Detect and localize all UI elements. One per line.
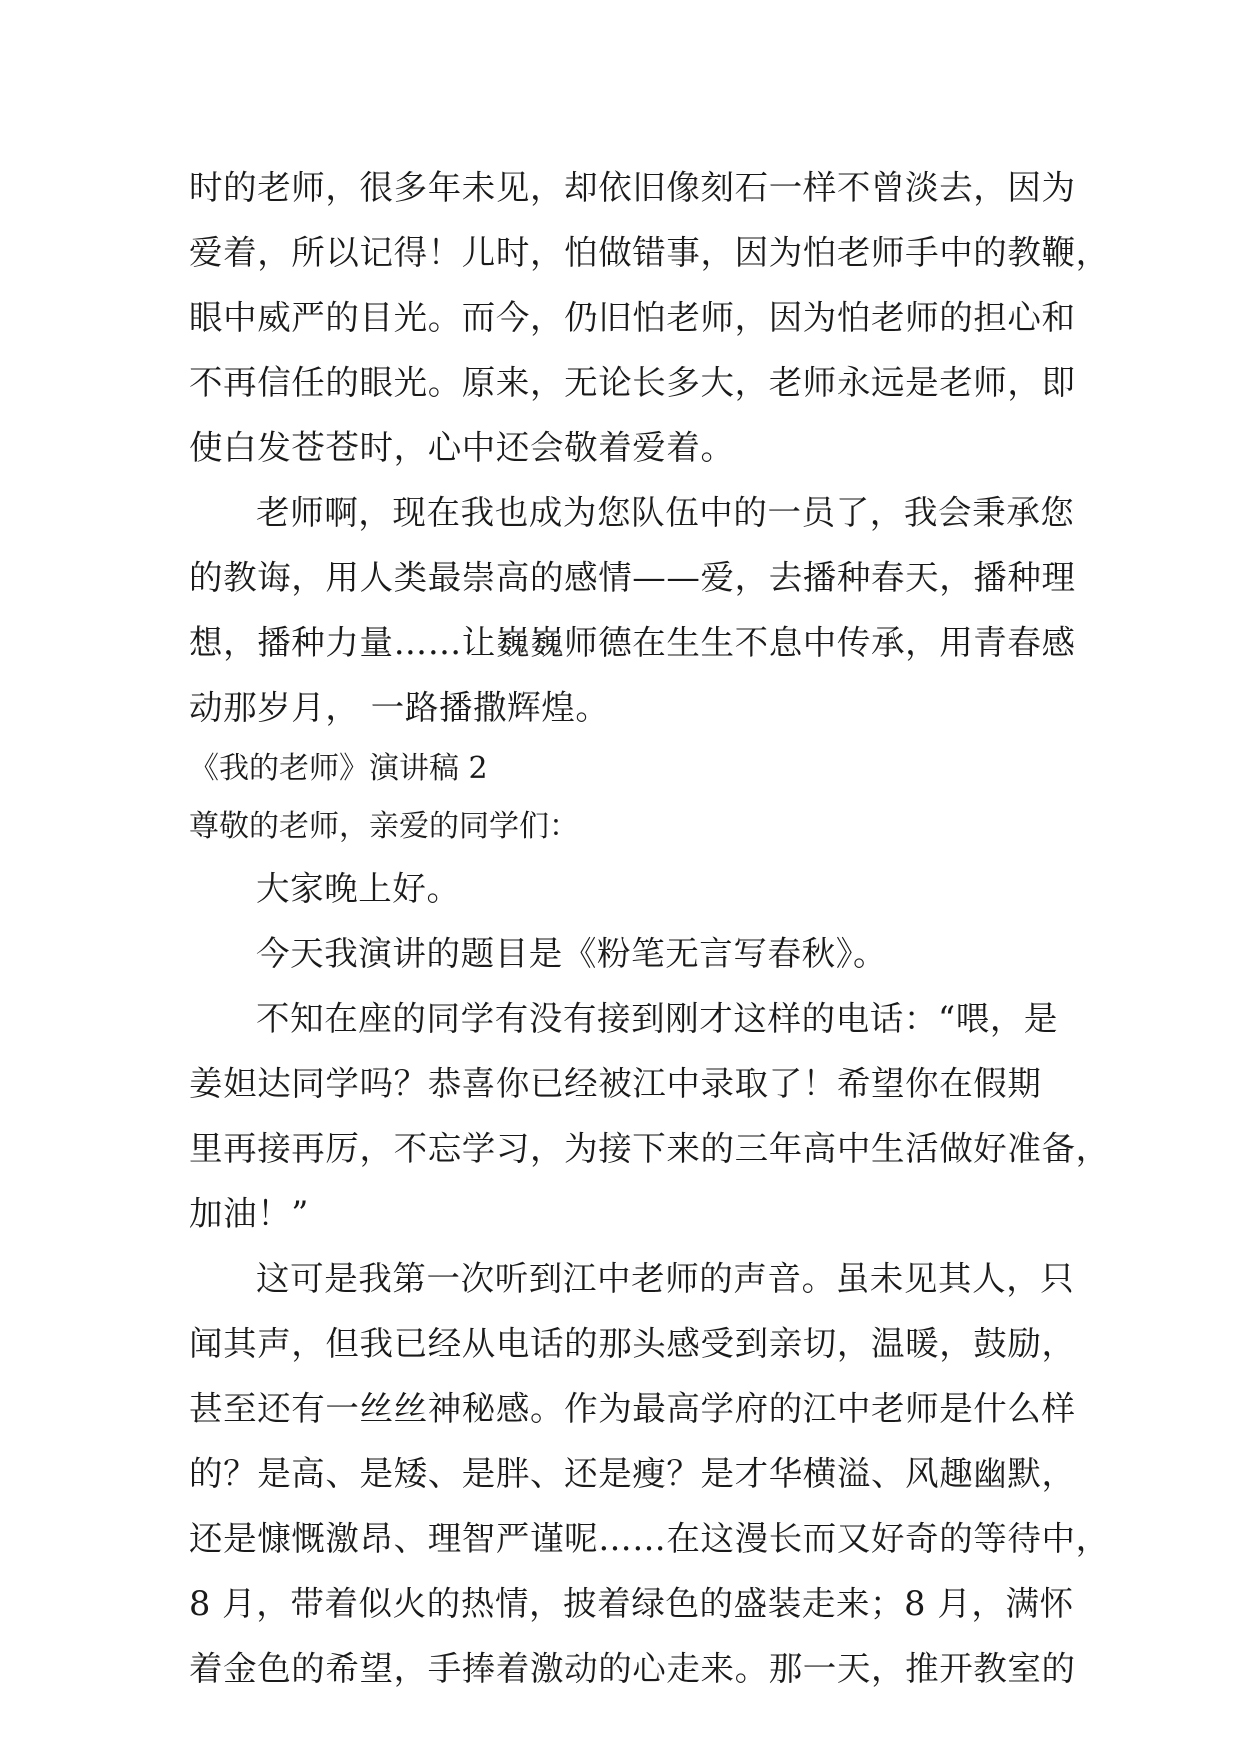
text-line: 这可是我第一次听到江中老师的声音。虽未见其人，只 bbox=[256, 1259, 1075, 1298]
topic-line: 今天我演讲的题目是《粉笔无言写春秋》。 bbox=[256, 934, 888, 973]
section-title: 《我的老师》演讲稿 2 bbox=[189, 751, 488, 786]
text-line: 时的老师，很多年未见，却依旧像刻石一样不曾淡去，因为 bbox=[189, 168, 1076, 207]
text-line: 使白发苍苍时，心中还会敬着爱着。 bbox=[189, 428, 735, 467]
paragraph-1 bbox=[189, 155, 1110, 480]
text-line: 姜妲达同学吗？恭喜你已经被江中录取了！希望你在假期 bbox=[189, 1064, 1042, 1103]
text-line: 爱着，所以记得！儿时，怕做错事，因为怕老师手中的教鞭， bbox=[189, 233, 1110, 272]
paragraph-4 bbox=[189, 1246, 1110, 1701]
salutation: 尊敬的老师，亲爱的同学们： bbox=[189, 809, 579, 844]
text-line: 里再接再厉，不忘学习，为接下来的三年高中生活做好准备， bbox=[189, 1129, 1110, 1168]
greeting: 大家晚上好。 bbox=[256, 869, 461, 908]
text-line: 闻其声，但我已经从电话的那头感受到亲切，温暖，鼓励， bbox=[189, 1324, 1076, 1363]
text-line: 老师啊，现在我也成为您队伍中的一员了，我会秉承您 bbox=[256, 493, 1075, 532]
text-line: 8 月，带着似火的热情，披着绿色的盛装走来；8 月，满怀 bbox=[189, 1584, 1074, 1623]
text-line: 的教诲，用人类最崇高的感情——爱，去播种春天，播种理 bbox=[189, 558, 1076, 597]
text-line: 着金色的希望，手捧着激动的心走来。那一天，推开教室的 bbox=[189, 1649, 1076, 1688]
text-line: 还是慷慨激昂、理智严谨呢……在这漫长而又好奇的等待中， bbox=[189, 1519, 1110, 1558]
document-page bbox=[189, 155, 1110, 1701]
text-line: 不知在座的同学有没有接到刚才这样的电话：“喂，是 bbox=[256, 999, 1059, 1038]
text-line: 动那岁月， 一路播撒辉煌。 bbox=[189, 688, 610, 727]
text-line: 加油！” bbox=[189, 1194, 310, 1233]
paragraph-2 bbox=[189, 480, 1076, 740]
text-line: 不再信任的眼光。原来，无论长多大，老师永远是老师，即 bbox=[189, 363, 1076, 402]
text-line: 想，播种力量……让巍巍师德在生生不息中传承，用青春感 bbox=[189, 623, 1076, 662]
text-line: 甚至还有一丝丝神秘感。作为最高学府的江中老师是什么样 bbox=[189, 1389, 1076, 1428]
paragraph-3 bbox=[189, 986, 1110, 1246]
text-line: 眼中威严的目光。而今，仍旧怕老师，因为怕老师的担心和 bbox=[189, 298, 1076, 337]
text-line: 的？是高、是矮、是胖、还是瘦？是才华横溢、风趣幽默， bbox=[189, 1454, 1076, 1493]
